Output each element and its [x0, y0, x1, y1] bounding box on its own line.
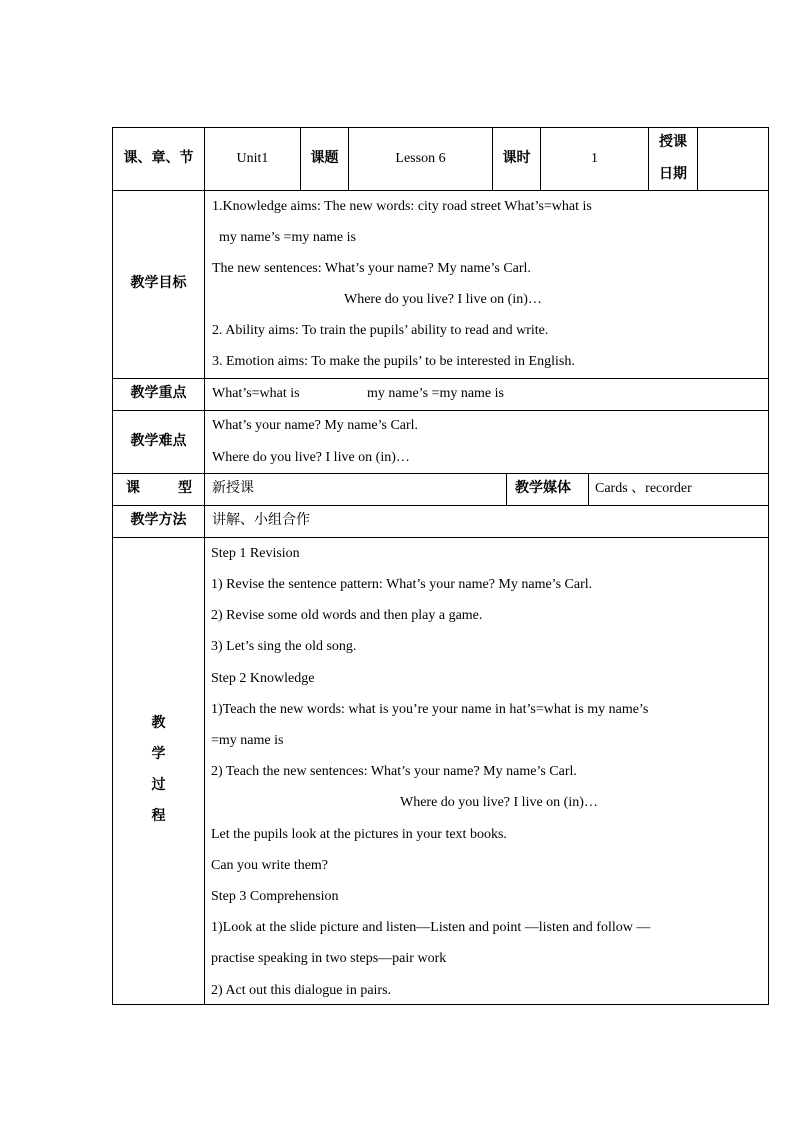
process-line: practise speaking in two steps—pair work [211, 951, 447, 966]
row-divider [112, 190, 769, 191]
process-line: Let the pupils look at the pictures in your text books. [211, 827, 507, 842]
process-label-char: 程 [151, 809, 166, 824]
process-label-char: 教 [151, 716, 166, 731]
topic-label: 课题 [310, 151, 339, 166]
row-divider [112, 473, 769, 474]
process-line: Step 1 Revision [211, 546, 300, 561]
hours-label: 课时 [502, 151, 531, 166]
process-line: Where do you live? I live on (in)… [400, 795, 598, 810]
objectives-label: 教学目标 [130, 276, 187, 291]
media-label: 教学媒体 [515, 481, 571, 496]
lesson-type-value: 新授课 [212, 481, 254, 496]
process-line: 2) Act out this dialogue in pairs. [211, 983, 392, 998]
col-divider [506, 473, 507, 505]
table-border-top [112, 127, 769, 128]
row-divider [112, 505, 769, 506]
key-points-text-a: What’s=what is [212, 386, 300, 401]
row-divider [112, 378, 769, 379]
key-points-label: 教学重点 [130, 386, 187, 401]
table-border-left [112, 127, 113, 1005]
difficulties-line: What’s your name? My name’s Carl. [212, 418, 419, 433]
process-line: 2) Teach the new sentences: What’s your name? My name’s Carl. [211, 764, 577, 779]
table-border-bottom [112, 1004, 769, 1005]
process-label-char: 过 [151, 778, 166, 793]
media-value: Cards 、recorder [595, 481, 692, 496]
objectives-line: 3. Emotion aims: To make the pupils’ to be interested in English. [212, 354, 575, 369]
process-line: =my name is [211, 733, 284, 748]
method-label: 教学方法 [130, 513, 187, 528]
process-line: Step 3 Comprehension [211, 889, 339, 904]
process-line: Can you write them? [211, 858, 329, 873]
difficulties-line: Where do you live? I live on (in)… [212, 450, 410, 465]
objectives-line: 2. Ability aims: To train the pupils’ ability to read and write. [212, 323, 549, 338]
unit-value: Unit1 [236, 151, 269, 166]
objectives-line: 1.Knowledge aims: The new words: city road street What’s=what is [212, 199, 592, 214]
table-border-right [768, 127, 769, 1005]
difficulties-label: 教学难点 [130, 434, 187, 449]
process-line: Step 2 Knowledge [211, 671, 315, 686]
lesson-type-label-char: 课 [126, 481, 140, 496]
lesson-value: Lesson 6 [395, 151, 446, 166]
col-divider [588, 473, 589, 505]
process-line: 1)Teach the new words: what is you’re your name in hat’s=what is my name’s [211, 702, 649, 717]
col-divider [697, 127, 698, 190]
objectives-line: Where do you live? I live on (in)… [344, 292, 542, 307]
chapter-label: 课、章、节 [123, 151, 194, 166]
process-line: 3) Let’s sing the old song. [211, 639, 357, 654]
process-label-char: 学 [151, 747, 166, 762]
key-points-text-b: my name’s =my name is [367, 386, 504, 401]
col-divider [204, 127, 205, 1005]
row-divider [112, 537, 769, 538]
hours-value: 1 [591, 151, 598, 166]
objectives-line: my name’s =my name is [219, 230, 356, 245]
date-label-line2: 日期 [659, 167, 687, 182]
process-line: 2) Revise some old words and then play a game. [211, 608, 483, 623]
method-value: 讲解、小组合作 [212, 513, 310, 528]
date-label-line1: 授课 [659, 135, 687, 150]
process-line: 1)Look at the slide picture and listen—Listen and point —listen and follow — [211, 920, 651, 935]
row-divider [112, 410, 769, 411]
objectives-line: The new sentences: What’s your name? My name’s Carl. [212, 261, 531, 276]
process-line: 1) Revise the sentence pattern: What’s your name? My name’s Carl. [211, 577, 593, 592]
lesson-type-label-char: 型 [178, 481, 192, 496]
